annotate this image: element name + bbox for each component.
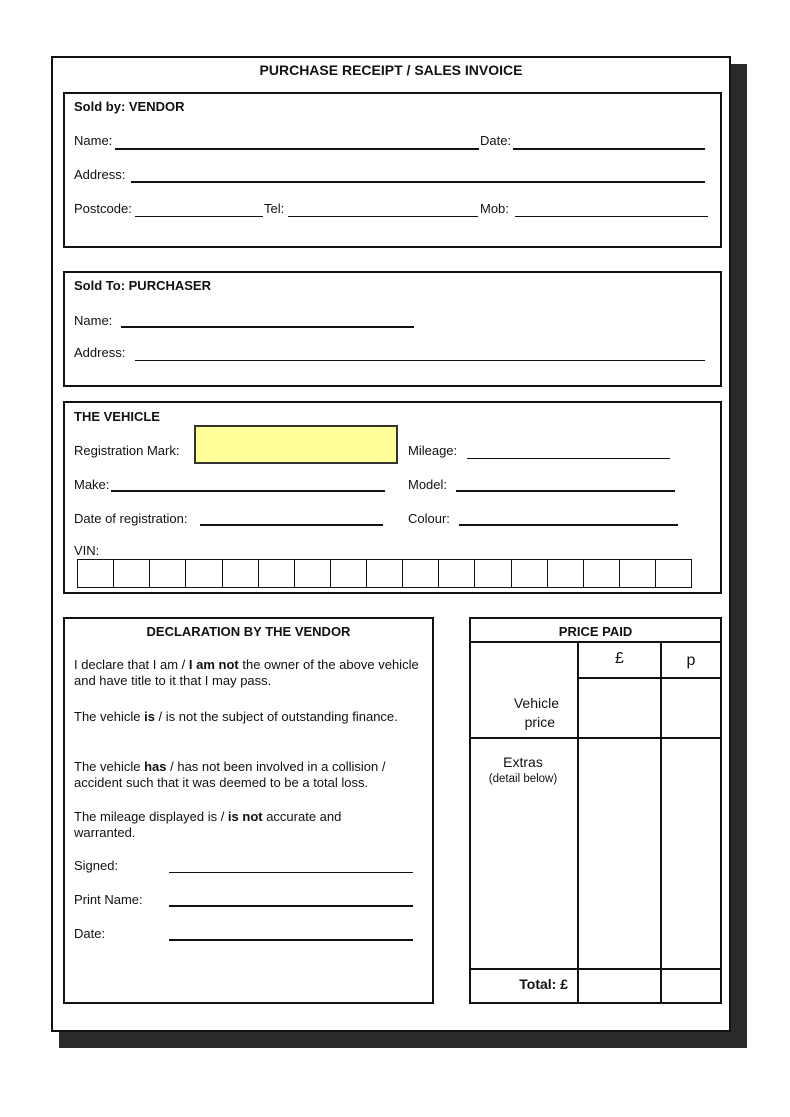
vendor-postcode-label: Postcode: <box>74 201 132 216</box>
collision-text-a: The vehicle <box>74 759 145 774</box>
vendor-tel-field[interactable] <box>288 216 478 217</box>
currency-header-divider <box>577 677 722 679</box>
purchaser-address-label: Address: <box>74 345 126 360</box>
pounds-column-divider <box>577 641 579 1004</box>
pence-header: p <box>686 652 696 669</box>
finance-text-a: The vehicle <box>74 709 145 724</box>
purchaser-name-field[interactable] <box>121 326 414 328</box>
document-title: PURCHASE RECEIPT / SALES INVOICE <box>259 62 523 78</box>
owner-text-a: I declare that I am / <box>74 657 189 672</box>
vin-character-box[interactable] <box>584 560 620 587</box>
purchaser-name-label: Name: <box>74 313 113 328</box>
vendor-name-field[interactable] <box>115 148 479 150</box>
vin-character-box[interactable] <box>439 560 475 587</box>
total-label-group <box>469 976 568 992</box>
print-name-label: Print Name: <box>74 892 143 907</box>
vendor-mob-field[interactable] <box>515 216 708 217</box>
declaration-collision-statement <box>74 759 429 791</box>
colour-field[interactable] <box>459 524 678 526</box>
vendor-section <box>63 92 722 248</box>
vin-character-box[interactable] <box>620 560 656 587</box>
declaration-date-label: Date: <box>74 926 106 941</box>
vin-character-box[interactable] <box>512 560 548 587</box>
mileage-text-b: is not <box>227 809 263 824</box>
extras-label: Extras <box>503 754 543 770</box>
vendor-address-field[interactable] <box>131 181 705 183</box>
signed-field[interactable] <box>169 872 413 873</box>
vendor-date-field[interactable] <box>513 148 705 150</box>
date-of-registration-field[interactable] <box>200 524 383 526</box>
vin-character-box[interactable] <box>150 560 186 587</box>
vin-label: VIN: <box>74 543 100 558</box>
declaration-date-field[interactable] <box>169 939 413 941</box>
mileage-label: Mileage: <box>408 443 458 458</box>
vendor-heading: Sold by: VENDOR <box>74 99 185 114</box>
registration-mark-input[interactable] <box>194 425 398 464</box>
total-currency: : £ <box>551 976 568 992</box>
total-divider <box>469 968 722 970</box>
collision-text-b: has <box>144 759 167 774</box>
registration-mark-label: Registration Mark: <box>74 443 180 458</box>
collision-text-c: / has not been involved in a collision / accident such that it was deemed to be a total loss. <box>74 759 386 790</box>
vehicle-price-divider <box>469 737 722 739</box>
vin-character-box[interactable] <box>656 560 691 587</box>
finance-text-b: is <box>144 709 155 724</box>
mileage-text-c: accurate and warranted. <box>74 809 342 840</box>
pence-column-divider <box>660 641 662 1004</box>
vin-character-box[interactable] <box>259 560 295 587</box>
vin-boxes <box>77 559 692 588</box>
price-paid-table <box>469 617 722 1004</box>
declaration-heading: DECLARATION BY THE VENDOR <box>146 624 351 639</box>
owner-text-c: the owner of the above vehicle and have title to it that I may pass. <box>74 657 419 688</box>
vendor-date-label: Date: <box>480 133 512 148</box>
vin-character-box[interactable] <box>186 560 222 587</box>
purchaser-address-field[interactable] <box>135 360 705 361</box>
vendor-tel-label: Tel: <box>264 201 285 216</box>
vin-character-box[interactable] <box>223 560 259 587</box>
model-label: Model: <box>408 477 448 492</box>
vin-character-box[interactable] <box>403 560 439 587</box>
vendor-postcode-field[interactable] <box>135 216 263 217</box>
vendor-address-label: Address: <box>74 167 126 182</box>
vehicle-price-label-line2: price <box>524 714 555 730</box>
price-header-divider <box>469 641 722 643</box>
vin-character-box[interactable] <box>331 560 367 587</box>
extras-note: (detail below) <box>488 773 558 785</box>
vin-character-box[interactable] <box>367 560 403 587</box>
mileage-text-a: The mileage displayed is / <box>74 809 228 824</box>
finance-text-c: / is not the subject of outstanding finance. <box>154 709 398 724</box>
model-field[interactable] <box>456 490 675 492</box>
colour-label: Colour: <box>408 511 450 526</box>
declaration-mileage-statement <box>74 809 404 841</box>
vehicle-heading: THE VEHICLE <box>74 409 160 424</box>
vehicle-price-label-line1: Vehicle <box>513 695 559 711</box>
signed-label: Signed: <box>74 858 119 873</box>
declaration-finance-statement <box>74 709 426 725</box>
make-label: Make: <box>74 477 110 492</box>
owner-text-b: I am not <box>188 657 239 672</box>
print-name-field[interactable] <box>169 905 413 907</box>
declaration-owner-statement <box>74 657 426 689</box>
pounds-header: £ <box>615 650 624 667</box>
vin-character-box[interactable] <box>475 560 511 587</box>
mileage-field[interactable] <box>467 458 670 459</box>
vendor-mob-label: Mob: <box>480 201 509 216</box>
make-field[interactable] <box>111 490 385 492</box>
price-paid-heading: PRICE PAID <box>558 624 633 639</box>
vin-character-box[interactable] <box>295 560 331 587</box>
vin-character-box[interactable] <box>114 560 150 587</box>
purchaser-heading: Sold To: PURCHASER <box>74 278 211 293</box>
total-label: Total <box>519 976 552 992</box>
vin-character-box[interactable] <box>78 560 114 587</box>
vendor-name-label: Name: <box>74 133 113 148</box>
vin-character-box[interactable] <box>548 560 584 587</box>
date-of-registration-label: Date of registration: <box>74 511 188 526</box>
